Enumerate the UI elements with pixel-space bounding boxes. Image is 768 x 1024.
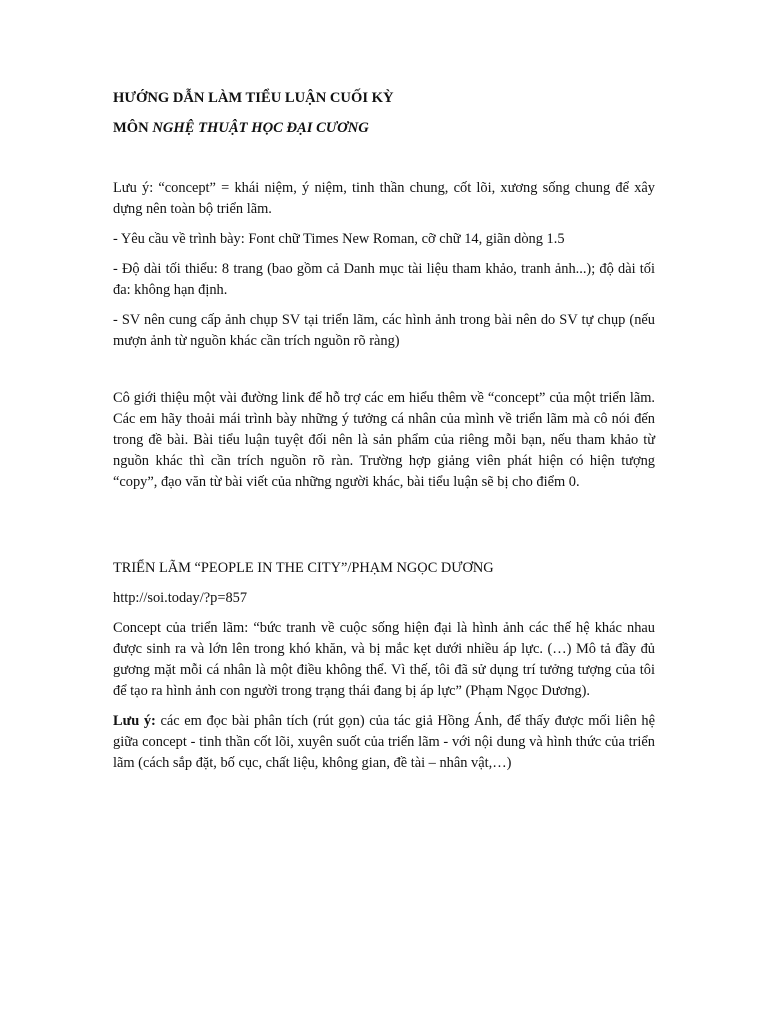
- exhibition-concept: Concept của triển lãm: “bức tranh về cuộc sống hiện đại là hình ảnh các thế hệ khác nhau được sinh ra và lớn lên trong khó khăn, và bị mắc kẹt dưới nhiều áp lực. (…) Mô tả đầy đủ gương mặt mỗi cá nhân là một điều không thể. Vì thế, tôi đã sử dụng trí tưởng tượng của tôi để tạo ra hình ảnh con người trong trạng thái đang bị áp lực” (Phạm Ngọc Dương).: [113, 620, 655, 699]
- document-title-line1: HƯỚNG DẪN LÀM TIỂU LUẬN CUỐI KỲ: [113, 90, 394, 106]
- course-name: NGHỆ THUẬT HỌC ĐẠI CƯƠNG: [152, 120, 369, 136]
- document-title-line2: [113, 118, 655, 139]
- intro-paragraph: Cô giới thiệu một vài đường link để hỗ trợ các em hiểu thêm về “concept” của một triển lãm. Các em hãy thoải mái trình bày những ý tưởng cá nhân của mình về triển lãm mà cô nói đến trong đề bài. Bài tiểu luận tuyệt đối nên là sản phẩm của riêng mỗi bạn, nếu tham khảo từ nguồn khác thì cần trích nguồn rõ ràn. Trường hợp giảng viên phát hiện có hiện tượng “copy”, đạo văn từ bài viết của những người khác, bài tiểu luận sẽ bị cho điểm 0.: [113, 390, 655, 490]
- exhibition-link[interactable]: http://soi.today/?p=857: [113, 590, 248, 606]
- concept-definition-note: Lưu ý: “concept” = khái niệm, ý niệm, tinh thần chung, cốt lõi, xương sống chung để xây dựng nên toàn bộ triển lãm.: [113, 180, 655, 217]
- exhibition-note: [113, 711, 655, 774]
- format-requirement: - Yêu cầu về trình bày: Font chữ Times New Roman, cỡ chữ 14, giãn dòng 1.5: [113, 231, 565, 247]
- photo-requirement: - SV nên cung cấp ảnh chụp SV tại triển lãm, các hình ảnh trong bài nên do SV tự chụp (nếu mượn ảnh từ nguồn khác cần trích nguồn rõ ràng): [113, 312, 655, 349]
- note-label: Lưu ý:: [113, 713, 156, 729]
- document-page: [113, 88, 655, 783]
- length-requirement: - Độ dài tối thiểu: 8 trang (bao gồm cả Danh mục tài liệu tham khảo, tranh ảnh...); độ dài tối đa: không hạn định.: [113, 261, 655, 298]
- title-prefix: MÔN: [113, 120, 153, 136]
- exhibition-heading: TRIỂN LÃM “PEOPLE IN THE CITY”/PHẠM NGỌC DƯƠNG: [113, 560, 494, 576]
- note-text: các em đọc bài phân tích (rút gọn) của tác giả Hồng Ánh, để thấy được mối liên hệ giữa concept - tinh thần cốt lõi, xuyên suốt của triển lãm - với nội dung và hình thức của triển lãm (cách sắp đặt, bố cục, chất liệu, không gian, đề tài – nhân vật,…): [113, 713, 656, 771]
